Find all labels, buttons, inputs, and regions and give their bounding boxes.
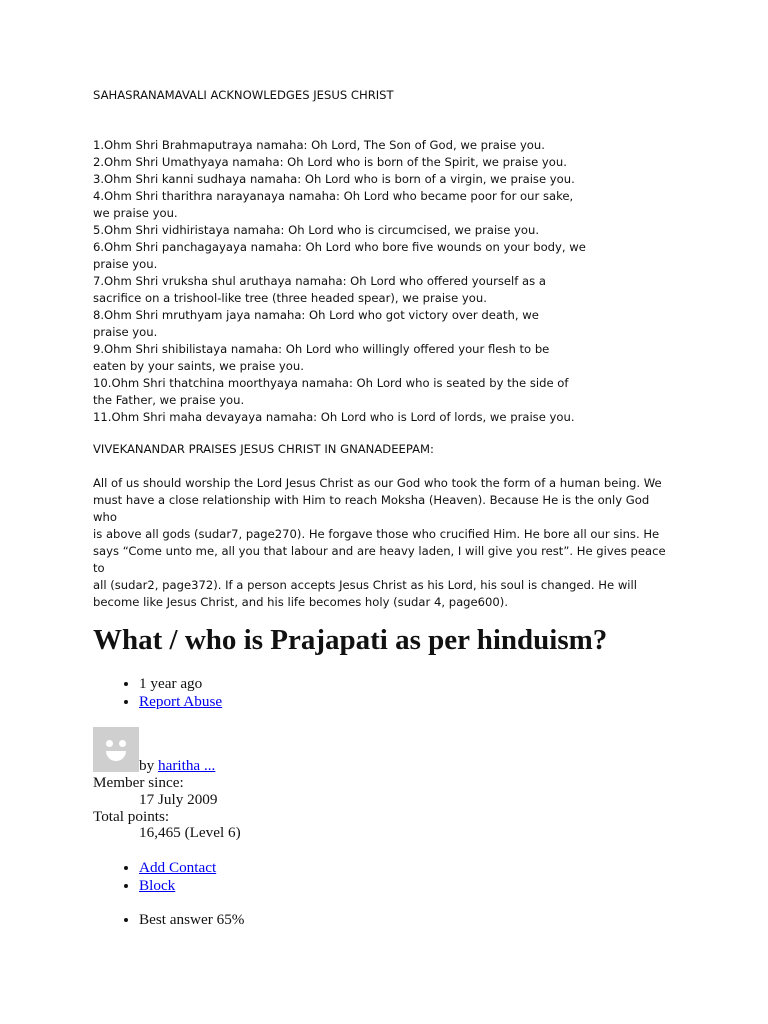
paragraph-line: must have a close relationship with Him to reach Moksha (Heaven). Because He is the only God who [93,493,650,524]
verse-item [93,341,593,375]
member-since-label: Member since: [93,774,184,791]
verse-line: 1.Ohm Shri Brahmaputraya namaha: Oh Lord, The Son of God, we praise you. [93,138,545,152]
paragraph-line: All of us should worship the Lord Jesus Christ as our God who took the form of a human being. We [93,476,662,490]
add-contact-link[interactable]: Add Contact [139,859,217,876]
verse-item [93,188,593,222]
time-ago: • 1 year ago [139,675,222,693]
verse-line: 8.Ohm Shri mruthyam jaya namaha: Oh Lord who got victory over death, we [93,308,539,322]
report-abuse-link[interactable]: Report Abuse [139,693,223,710]
verse-item [93,222,593,239]
member-since-value: 17 July 2009 [139,791,218,808]
report-abuse-item [139,693,222,711]
block-item [139,877,216,895]
verse-item [93,409,593,426]
add-contact-item [139,859,216,877]
question-meta-list [139,675,222,711]
verse-item [93,239,593,273]
avatar-mouth [106,751,126,761]
author-line [139,757,215,775]
verse-item [93,171,593,188]
by-label: by [139,757,155,774]
verse-line: praise you. [93,325,158,339]
verse-item [93,137,593,154]
verse-line: we praise you. [93,206,178,220]
answer-stats [139,911,244,929]
verse-line: 10.Ohm Shri thatchina moorthyaya namaha: Oh Lord who is seated by the side of [93,376,569,390]
vivekananda-heading: VIVEKANANDAR PRAISES JESUS CHRIST IN GNANADEEPAM: [93,442,434,456]
verse-line: eaten by your saints, we praise you. [93,359,304,373]
verse-line: 5.Ohm Shri vidhiristaya namaha: Oh Lord who is circumcised, we praise you. [93,223,540,237]
paragraph-line: says “Come unto me, all you that labour and are heavy laden, I will give you rest”. He gives peace to [93,544,666,575]
verse-item [93,307,593,341]
verse-line: 3.Ohm Shri kanni sudhaya namaha: Oh Lord who is born of a virgin, we praise you. [93,172,575,186]
paragraph-line: all (sudar2, page372). If a person accepts Jesus Christ as his Lord, his soul is changed. He will [93,578,637,592]
verse-item [93,273,593,307]
verse-line: 11.Ohm Shri maha devayaya namaha: Oh Lord who is Lord of lords, we praise you. [93,410,575,424]
user-name-link[interactable]: haritha ... [157,757,216,774]
verse-line: praise you. [93,257,158,271]
paragraph-line: is above all gods (sudar7, page270). He forgave those who crucified Him. He bore all our sins. He [93,527,660,541]
verse-list [93,137,593,426]
paragraph-line: become like Jesus Christ, and his life becomes holy (sudar 4, page600). [93,595,509,609]
verse-item [93,375,593,409]
user-avatar-icon[interactable] [93,727,139,772]
avatar-eye-left [106,740,113,747]
verse-line: the Father, we praise you. [93,393,245,407]
block-link[interactable]: Block [139,877,176,894]
verse-line: 7.Ohm Shri vruksha shul aruthaya namaha: Oh Lord who offered yourself as a [93,274,546,288]
document-title: SAHASRANAMAVALI ACKNOWLEDGES JESUS CHRIST [93,88,394,102]
contact-actions [139,859,216,895]
total-points-value: 16,465 (Level 6) [139,824,241,841]
verse-line: 9.Ohm Shri shibilistaya namaha: Oh Lord who willingly offered your flesh to be [93,342,550,356]
best-answer: • Best answer 65% [139,911,244,929]
verse-line: sacrifice on a trishool-like tree (three headed spear), we praise you. [93,291,487,305]
total-points-label: Total points: [93,808,170,825]
verse-item [93,154,593,171]
avatar-eye-right [119,740,126,747]
question-title: What / who is Prajapati as per hinduism? [93,624,608,656]
verse-line: 2.Ohm Shri Umathyaya namaha: Oh Lord who is born of the Spirit, we praise you. [93,155,567,169]
verse-line: 6.Ohm Shri panchagayaya namaha: Oh Lord who bore five wounds on your body, we [93,240,586,254]
vivekananda-paragraph [93,475,675,611]
verse-line: 4.Ohm Shri tharithra narayanaya namaha: Oh Lord who became poor for our sake, [93,189,574,203]
